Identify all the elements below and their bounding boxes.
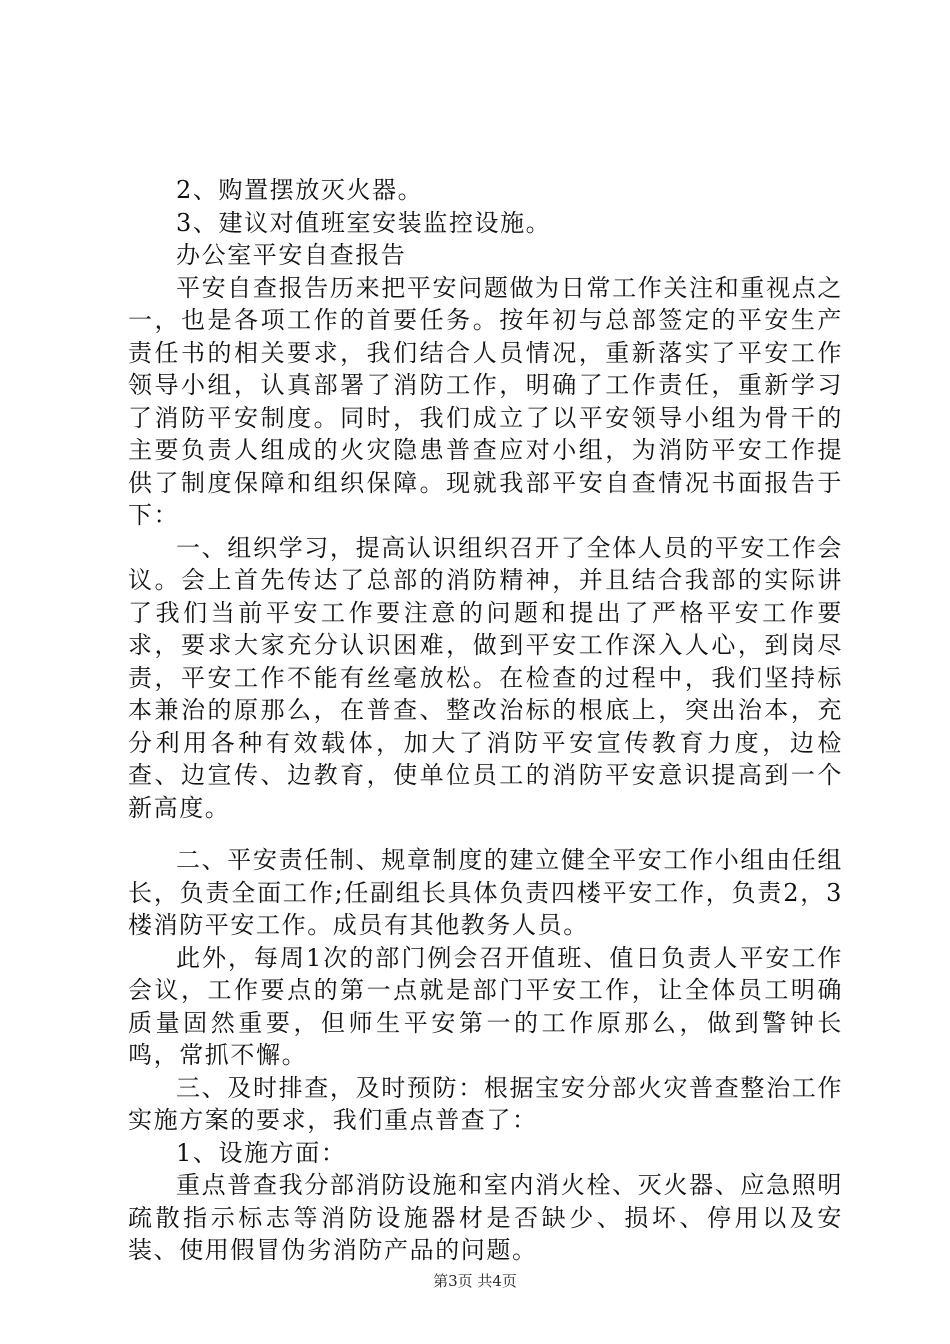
document-body xyxy=(128,174,843,1267)
paragraph-section-two: 二、平安责任制、规章制度的建立健全平安工作小组由任组长，负责全面工作;任副组长具体负责四楼平安工作，负责2，3楼消防平安工作。成员有其他教务人员。 xyxy=(128,846,843,939)
page-footer: 第3页 共4页 xyxy=(433,1272,517,1290)
paragraph-intro: 平安自查报告历来把平安问题做为日常工作关注和重视点之一，也是各项工作的首要任务。按年初与总部签定的平安生产责任书的相关要求，我们结合人员情况，重新落实了平安工作领导小组，认真部署了消防工作，明确了工作责任，重新学习了消防平安制度。同时，我们成立了以平安领导小组为骨干的主要负责人组成的火灾隐患普查应对小组，为消防平安工作提供了制度保障和组织保障。现就我部平安自查情况书面报告于下： xyxy=(128,273,843,529)
paragraph-item-2: 2、购置摆放灭火器。 xyxy=(176,176,424,204)
paragraph-facilities-detail: 重点普查我分部消防设施和室内消火栓、灭火器、应急照明疏散指示标志等消防设施器材是否缺少、损坏、停用以及安装、使用假冒伪劣消防产品的问题。 xyxy=(128,1171,843,1264)
paragraph-item-3: 3、建议对值班室安装监控设施。 xyxy=(176,208,552,237)
paragraph-section-one: 一、组织学习，提高认识组织召开了全体人员的平安工作会议。会上首先传达了总部的消防精神，并且结合我部的实际讲了我们当前平安工作要注意的问题和提出了严格平安工作要求，要求大家充分认识困难，做到平安工作深入人心，到岗尽责，平安工作不能有丝毫放松。在检查的过程中，我们坚持标本兼治的原那么，在普查、整改治标的根底上，突出治本，充分利用各种有效载体，加大了消防平安宣传教育力度，边检查、边宣传、边教育，使单位员工的消防平安意识提高到一个新高度。 xyxy=(128,533,843,822)
paragraph-additional: 此外，每周1次的部门例会召开值班、值日负责人平安工作会议，工作要点的第一点就是部门平安工作，让全体员工明确质量固然重要，但师生平安第一的工作原那么，做到警钟长鸣，常抓不懈。 xyxy=(128,943,843,1069)
paragraph-section-three: 三、及时排查，及时预防：根据宝安分部火灾普查整治工作实施方案的要求，我们重点普查了： xyxy=(128,1073,843,1134)
section-title: 办公室平安自查报告 xyxy=(176,241,407,269)
paragraph-facilities-heading: 1、设施方面： xyxy=(176,1138,347,1167)
